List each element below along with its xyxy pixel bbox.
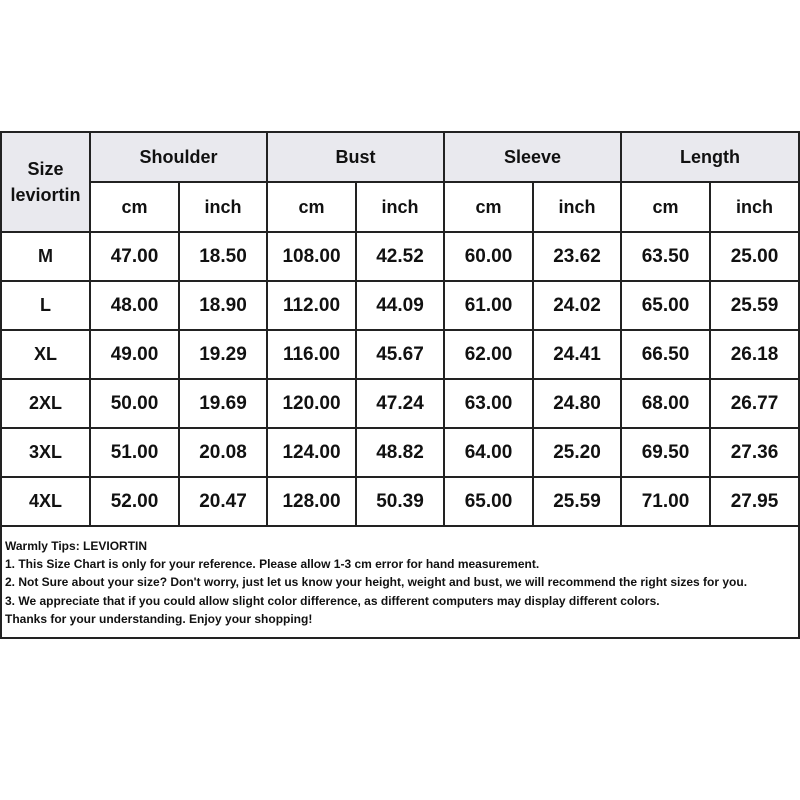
table-cell: 50.00 xyxy=(90,379,179,428)
tips-closing: Thanks for your understanding. Enjoy your shopping! xyxy=(5,611,313,626)
size-cell: L xyxy=(1,281,90,330)
tip-line: 1. This Size Chart is only for your reference. Please allow 1-3 cm error for hand measurement. xyxy=(5,557,540,572)
table-cell: 62.00 xyxy=(444,330,533,379)
table-cell: 112.00 xyxy=(267,281,356,330)
unit-header: inch xyxy=(356,182,444,232)
size-header-line1: Size xyxy=(27,159,64,179)
table-cell: 42.52 xyxy=(356,232,444,281)
table-cell: 116.00 xyxy=(267,330,356,379)
size-header-line2: leviortin xyxy=(10,185,81,205)
size-cell: 4XL xyxy=(1,477,90,526)
table-cell: 19.69 xyxy=(179,379,267,428)
size-cell: 3XL xyxy=(1,428,90,477)
table-cell: 47.00 xyxy=(90,232,179,281)
table-cell: 24.80 xyxy=(533,379,621,428)
table-cell: 26.77 xyxy=(710,379,799,428)
unit-header: cm xyxy=(90,182,179,232)
table-cell: 27.95 xyxy=(710,477,799,526)
size-chart xyxy=(0,131,800,639)
table-row xyxy=(1,428,799,477)
table-row xyxy=(1,232,799,281)
table-cell: 52.00 xyxy=(90,477,179,526)
table-cell: 65.00 xyxy=(444,477,533,526)
table-cell: 68.00 xyxy=(621,379,710,428)
table-cell: 24.02 xyxy=(533,281,621,330)
table-cell: 128.00 xyxy=(267,477,356,526)
table-cell: 45.67 xyxy=(356,330,444,379)
table-cell: 124.00 xyxy=(267,428,356,477)
table-cell: 69.50 xyxy=(621,428,710,477)
table-cell: 25.59 xyxy=(710,281,799,330)
table-cell: 20.47 xyxy=(179,477,267,526)
table-cell: 60.00 xyxy=(444,232,533,281)
table-row xyxy=(1,477,799,526)
group-header-length: Length xyxy=(621,132,799,182)
table-cell: 66.50 xyxy=(621,330,710,379)
table-row xyxy=(1,379,799,428)
table-cell: 25.00 xyxy=(710,232,799,281)
table-cell: 48.00 xyxy=(90,281,179,330)
unit-header: cm xyxy=(444,182,533,232)
size-cell: 2XL xyxy=(1,379,90,428)
tips-title: Warmly Tips: LEVIORTIN xyxy=(5,539,148,553)
table-cell: 44.09 xyxy=(356,281,444,330)
table-cell: 63.00 xyxy=(444,379,533,428)
table-cell: 65.00 xyxy=(621,281,710,330)
table-cell: 18.50 xyxy=(179,232,267,281)
table-cell: 24.41 xyxy=(533,330,621,379)
unit-header: inch xyxy=(179,182,267,232)
group-header-sleeve: Sleeve xyxy=(444,132,621,182)
size-table xyxy=(0,131,800,527)
table-cell: 108.00 xyxy=(267,232,356,281)
table-cell: 23.62 xyxy=(533,232,621,281)
unit-header: inch xyxy=(533,182,621,232)
table-cell: 49.00 xyxy=(90,330,179,379)
tip-line: 2. Not Sure about your size? Don't worry, just let us know your height, weight and bust, we will recommend the right sizes for you. xyxy=(5,575,748,590)
table-cell: 20.08 xyxy=(179,428,267,477)
tips-box xyxy=(0,527,800,639)
table-cell: 63.50 xyxy=(621,232,710,281)
table-cell: 71.00 xyxy=(621,477,710,526)
unit-header: cm xyxy=(621,182,710,232)
unit-header: inch xyxy=(710,182,799,232)
table-cell: 120.00 xyxy=(267,379,356,428)
size-cell: XL xyxy=(1,330,90,379)
table-row xyxy=(1,330,799,379)
table-row xyxy=(1,281,799,330)
table-cell: 48.82 xyxy=(356,428,444,477)
table-cell: 61.00 xyxy=(444,281,533,330)
table-cell: 64.00 xyxy=(444,428,533,477)
table-cell: 19.29 xyxy=(179,330,267,379)
table-cell: 27.36 xyxy=(710,428,799,477)
tip-line: 3. We appreciate that if you could allow slight color difference, as different computers may display different colors. xyxy=(5,593,660,608)
size-header xyxy=(1,132,90,232)
table-cell: 50.39 xyxy=(356,477,444,526)
table-cell: 51.00 xyxy=(90,428,179,477)
table-cell: 47.24 xyxy=(356,379,444,428)
table-cell: 26.18 xyxy=(710,330,799,379)
size-cell: M xyxy=(1,232,90,281)
unit-header: cm xyxy=(267,182,356,232)
group-header-bust: Bust xyxy=(267,132,444,182)
table-cell: 18.90 xyxy=(179,281,267,330)
table-cell: 25.59 xyxy=(533,477,621,526)
table-cell: 25.20 xyxy=(533,428,621,477)
group-header-shoulder: Shoulder xyxy=(90,132,267,182)
